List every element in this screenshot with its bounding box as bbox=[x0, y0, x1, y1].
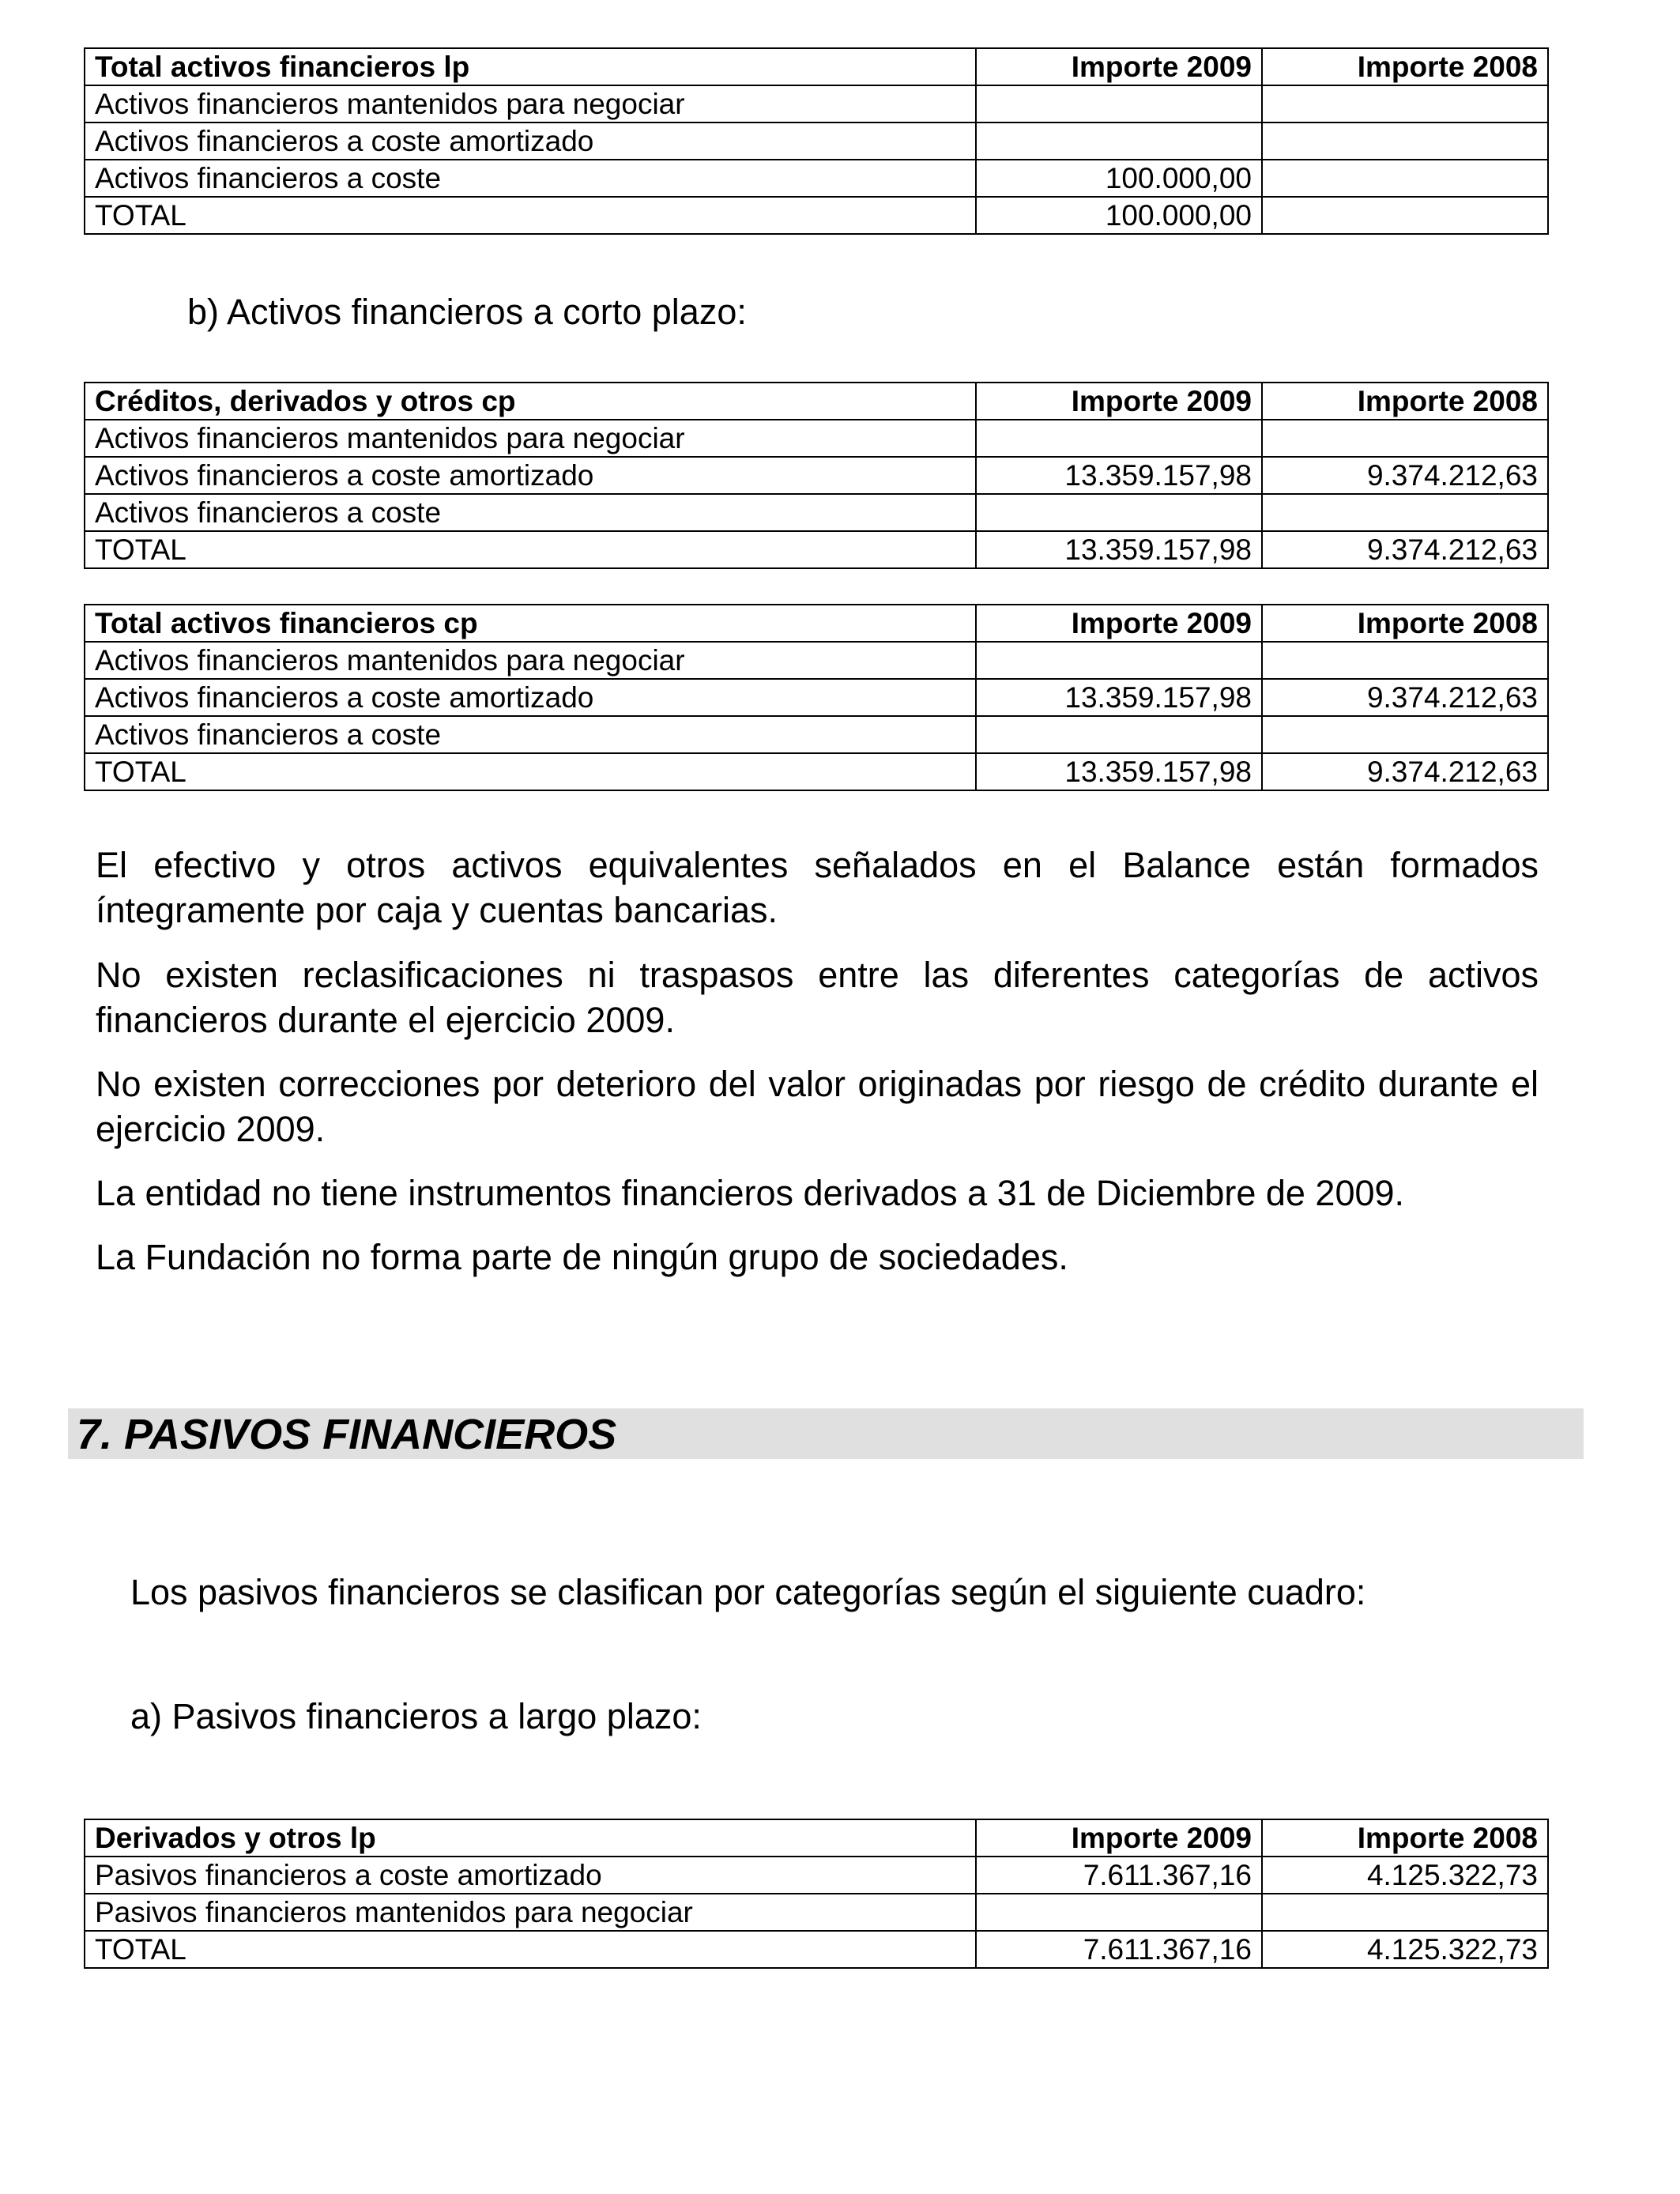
table-cell: Activos financieros a coste amortizado bbox=[85, 123, 976, 160]
table-cell: 7.611.367,16 bbox=[976, 1931, 1262, 1968]
intro-text: Los pasivos financieros se clasifican por categorías según el siguiente cuadro: bbox=[130, 1572, 1366, 1612]
table-cell bbox=[1262, 1894, 1548, 1931]
column-header: Importe 2009 bbox=[976, 1819, 1262, 1857]
table-total-activos-cp bbox=[84, 604, 1549, 791]
table-cell: Activos financieros a coste bbox=[85, 494, 976, 531]
table-cell: Pasivos financieros a coste amortizado bbox=[85, 1857, 976, 1894]
table-cell bbox=[976, 123, 1262, 160]
table-cell bbox=[1262, 716, 1548, 753]
column-header: Importe 2008 bbox=[1262, 48, 1548, 85]
table-cell: TOTAL bbox=[85, 1931, 976, 1968]
paragraph-efectivo: El efectivo y otros activos equivalentes señalados en el Balance están formados íntegramente por caja y cuentas bancarias. bbox=[96, 845, 1539, 930]
table-cell bbox=[1262, 85, 1548, 123]
column-header: Importe 2008 bbox=[1262, 1819, 1548, 1857]
column-header: Importe 2008 bbox=[1262, 383, 1548, 420]
table-row-total bbox=[85, 753, 1548, 790]
table-cell: Activos financieros mantenidos para negociar bbox=[85, 642, 976, 679]
table-row-total bbox=[85, 1931, 1548, 1968]
table-row-total bbox=[85, 531, 1548, 568]
table-cell bbox=[1262, 642, 1548, 679]
table-cell: 13.359.157,98 bbox=[976, 531, 1262, 568]
table-row bbox=[85, 1857, 1548, 1894]
table-cell: 13.359.157,98 bbox=[976, 457, 1262, 494]
table-header-row bbox=[85, 1819, 1548, 1857]
table-cell: 7.611.367,16 bbox=[976, 1857, 1262, 1894]
table-creditos-cp bbox=[84, 382, 1549, 569]
table-cell: 9.374.212,63 bbox=[1262, 753, 1548, 790]
section-title: 7. PASIVOS FINANCIEROS bbox=[77, 1411, 617, 1458]
table-pasivos-lp bbox=[84, 1819, 1549, 1969]
table-cell bbox=[1262, 197, 1548, 234]
table-cell: 9.374.212,63 bbox=[1262, 457, 1548, 494]
table-row bbox=[85, 457, 1548, 494]
table-cell bbox=[976, 85, 1262, 123]
column-header: Créditos, derivados y otros cp bbox=[85, 383, 976, 420]
table-cell bbox=[1262, 420, 1548, 457]
paragraph-correcciones: No existen correcciones por deterioro del valor originadas por riesgo de crédito durante el ejercicio 2009. bbox=[96, 1064, 1539, 1149]
column-header: Importe 2009 bbox=[976, 48, 1262, 85]
table-cell: TOTAL bbox=[85, 531, 976, 568]
table-row bbox=[85, 420, 1548, 457]
table-cell: Activos financieros a coste amortizado bbox=[85, 457, 976, 494]
table-cell bbox=[976, 642, 1262, 679]
table-header-row bbox=[85, 48, 1548, 85]
table-header-row bbox=[85, 383, 1548, 420]
table-cell: 4.125.322,73 bbox=[1262, 1857, 1548, 1894]
table-row bbox=[85, 1894, 1548, 1931]
subheading-pasivos-lp: a) Pasivos financieros a largo plazo: bbox=[130, 1696, 702, 1736]
table-cell bbox=[976, 716, 1262, 753]
column-header: Total activos financieros cp bbox=[85, 605, 976, 642]
table-cell: Activos financieros mantenidos para negociar bbox=[85, 85, 976, 123]
table-cell: 100.000,00 bbox=[976, 197, 1262, 234]
table-cell bbox=[976, 420, 1262, 457]
table-cell: 4.125.322,73 bbox=[1262, 1931, 1548, 1968]
table-total-activos-lp bbox=[84, 47, 1549, 235]
subheading-activos-cp: b) Activos financieros a corto plazo: bbox=[187, 292, 747, 332]
table-row-total bbox=[85, 197, 1548, 234]
table-cell: Activos financieros a coste amortizado bbox=[85, 679, 976, 716]
table-cell bbox=[1262, 160, 1548, 197]
paragraph-reclasificaciones: No existen reclasificaciones ni traspasos entre las diferentes categorías de activos financieros durante el ejercicio 2009. bbox=[96, 955, 1539, 1040]
column-header: Derivados y otros lp bbox=[85, 1819, 976, 1857]
table-cell: Pasivos financieros mantenidos para negociar bbox=[85, 1894, 976, 1931]
paragraph-grupo: La Fundación no forma parte de ningún grupo de sociedades. bbox=[96, 1237, 1068, 1277]
column-header: Importe 2009 bbox=[976, 605, 1262, 642]
table-cell: 13.359.157,98 bbox=[976, 679, 1262, 716]
table-row bbox=[85, 716, 1548, 753]
table-row bbox=[85, 123, 1548, 160]
table-cell: 9.374.212,63 bbox=[1262, 531, 1548, 568]
column-header: Importe 2008 bbox=[1262, 605, 1548, 642]
table-cell bbox=[1262, 494, 1548, 531]
table-header-row bbox=[85, 605, 1548, 642]
table-cell: TOTAL bbox=[85, 197, 976, 234]
table-row bbox=[85, 85, 1548, 123]
paragraph-derivados: La entidad no tiene instrumentos financieros derivados a 31 de Diciembre de 2009. bbox=[96, 1173, 1405, 1213]
table-cell: TOTAL bbox=[85, 753, 976, 790]
table-cell: Activos financieros a coste bbox=[85, 160, 976, 197]
table-row bbox=[85, 642, 1548, 679]
table-row bbox=[85, 679, 1548, 716]
table-row bbox=[85, 160, 1548, 197]
table-cell: 13.359.157,98 bbox=[976, 753, 1262, 790]
column-header: Importe 2009 bbox=[976, 383, 1262, 420]
table-cell bbox=[1262, 123, 1548, 160]
table-cell: 100.000,00 bbox=[976, 160, 1262, 197]
table-cell: 9.374.212,63 bbox=[1262, 679, 1548, 716]
column-header: Total activos financieros lp bbox=[85, 48, 976, 85]
table-cell bbox=[976, 494, 1262, 531]
table-cell: Activos financieros a coste bbox=[85, 716, 976, 753]
table-row bbox=[85, 494, 1548, 531]
table-cell: Activos financieros mantenidos para negociar bbox=[85, 420, 976, 457]
table-cell bbox=[976, 1894, 1262, 1931]
